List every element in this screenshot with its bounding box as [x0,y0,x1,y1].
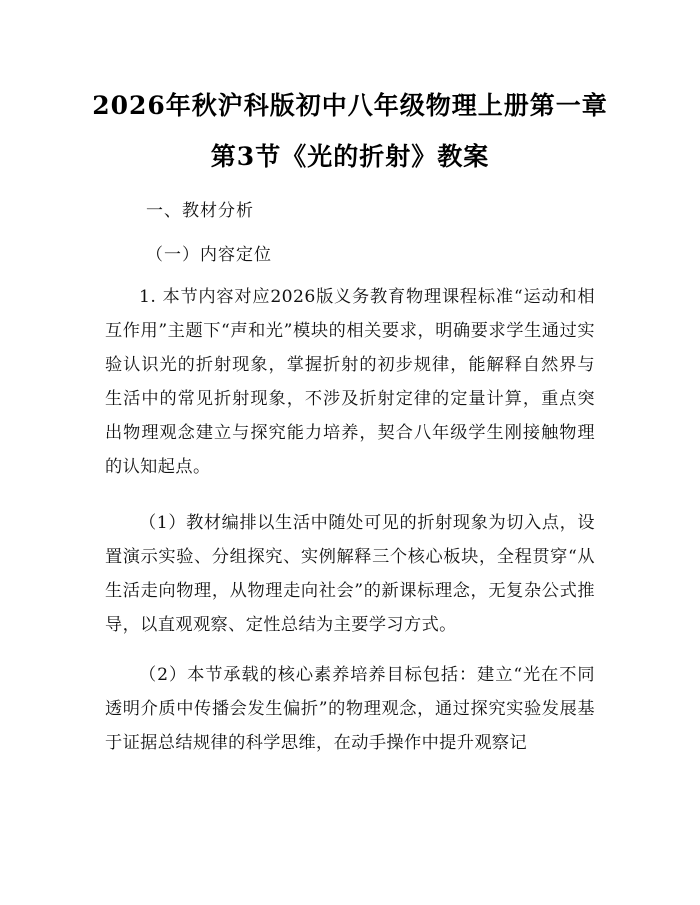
paragraph-content-positioning: 1. 本节内容对应2026版义务教育物理课程标准“运动和相互作用”主题下“声和光”模块的相关要求，明确要求学生通过实验认识光的折射现象，掌握折射的初步规律，能解释自然界与生活中的常见折射现象，不涉及折射定律的定量计算，重点突出物理观念建立与探究能力培养，契合八年级学生刚接触物理的认知起点。 [105,287,595,477]
document-title-line-1: 2026年秋沪科版初中八年级物理上册第一章 [92,91,608,120]
paragraph-core-literacy-goals: （2）本节承载的核心素养培养目标包括：建立“光在不同透明介质中传播会发生偏折”的物理观念，通过探究实验发展基于证据总结规律的科学思维，在动手操作中提升观察记 [105,665,595,753]
section-heading: 一、教材分析 [146,201,254,221]
paragraph-textbook-arrangement: （1）教材编排以生活中随处可见的折射现象为切入点，设置演示实验、分组探究、实例解释三个核心板块，全程贯穿“从生活走向物理，从物理走向社会”的新课标理念，无复杂公式推导，以直观观察、定性总结为主要学习方式。 [105,513,595,635]
subsection-heading: （一）内容定位 [146,245,272,265]
document-title-line-2: 第3节《光的折射》教案 [210,142,490,171]
